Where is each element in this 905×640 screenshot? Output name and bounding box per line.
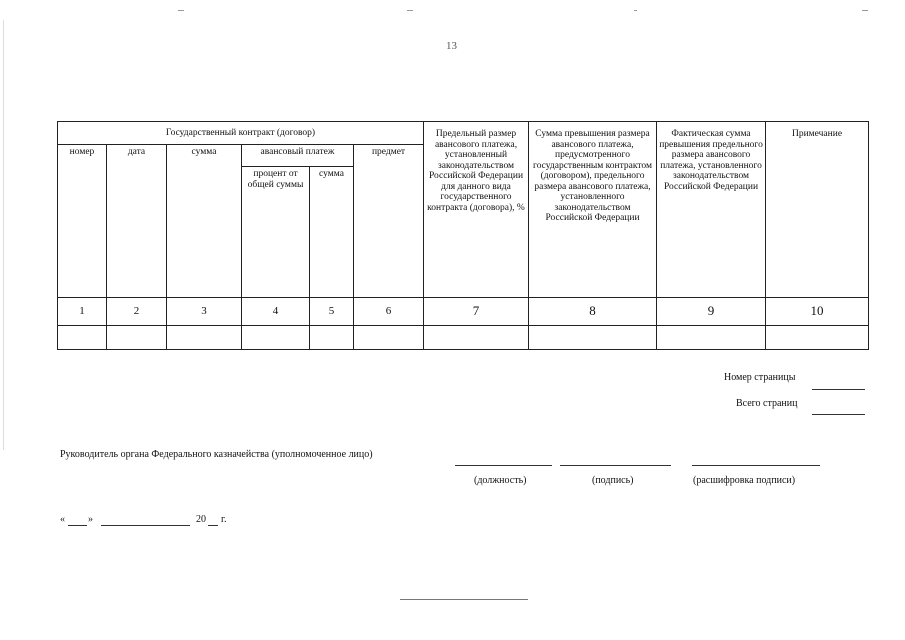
column-number: 9	[657, 298, 766, 326]
column-number: 6	[354, 298, 424, 326]
year-suffix: г.	[221, 514, 227, 525]
date-header: дата	[107, 145, 167, 298]
empty-cell	[657, 326, 766, 350]
column-number: 7	[424, 298, 529, 326]
position-caption: (должность)	[474, 475, 527, 486]
date-close-quote: »	[88, 514, 93, 525]
col10-header: Примечание	[766, 122, 869, 298]
empty-cell	[242, 326, 310, 350]
advance-header: авансовый платеж	[242, 145, 354, 167]
scan-edge	[3, 20, 4, 450]
empty-cell	[766, 326, 869, 350]
col9-header: Фактическая сумма превышения предельного размера авансового платежа, установленного законодательством Российской Федерации	[657, 122, 766, 298]
page-number-label: Номер страницы	[724, 372, 796, 383]
advance-sum-header: сумма	[310, 167, 354, 298]
column-number: 1	[58, 298, 107, 326]
page-number-line	[812, 389, 865, 390]
empty-cell	[310, 326, 354, 350]
total-pages-line	[812, 414, 865, 415]
column-number: 8	[529, 298, 657, 326]
empty-cell	[424, 326, 529, 350]
decoding-caption: (расшифровка подписи)	[693, 475, 796, 486]
contract-header: Государственный контракт (договор)	[58, 122, 424, 145]
year-prefix: 20	[196, 514, 206, 525]
empty-cell	[529, 326, 657, 350]
decoding-line	[692, 465, 820, 466]
column-number: 3	[167, 298, 242, 326]
empty-cell	[107, 326, 167, 350]
column-number: 5	[310, 298, 354, 326]
scan-mark	[178, 10, 184, 11]
column-number: 10	[766, 298, 869, 326]
col7-header: Предельный размер авансового платежа, установленный законодательством Российской Федерации для данного вида государственного контракта (договора), %	[424, 122, 529, 298]
signature-line	[560, 465, 671, 466]
column-number: 4	[242, 298, 310, 326]
column-number: 2	[107, 298, 167, 326]
sum-header: сумма	[167, 145, 242, 298]
advance-percent-header: процент от общей суммы	[242, 167, 310, 298]
month-line	[101, 525, 190, 526]
date-open-quote: «	[60, 514, 65, 525]
day-line	[68, 525, 87, 526]
bottom-rule	[400, 599, 528, 600]
empty-cell	[354, 326, 424, 350]
page-number: 13	[446, 40, 457, 52]
number-header: номер	[58, 145, 107, 298]
subject-header: предмет	[354, 145, 424, 298]
position-line	[455, 465, 552, 466]
table-row	[58, 326, 869, 350]
total-pages-label: Всего страниц	[736, 398, 798, 409]
report-table	[57, 121, 869, 350]
signature-caption: (подпись)	[592, 475, 634, 486]
scan-mark	[862, 10, 868, 11]
col8-header: Сумма превышения размера авансового платежа, предусмотренного государственным контрактом (договором), предельного размера авансового платежа, установленного законодательством Российской Федерации	[529, 122, 657, 298]
empty-cell	[167, 326, 242, 350]
empty-cell	[58, 326, 107, 350]
head-label: Руководитель органа Федерального казначейства (уполномоченное лицо)	[60, 449, 373, 460]
scan-mark	[407, 10, 413, 11]
scan-mark	[634, 10, 637, 11]
year-line	[208, 525, 218, 526]
